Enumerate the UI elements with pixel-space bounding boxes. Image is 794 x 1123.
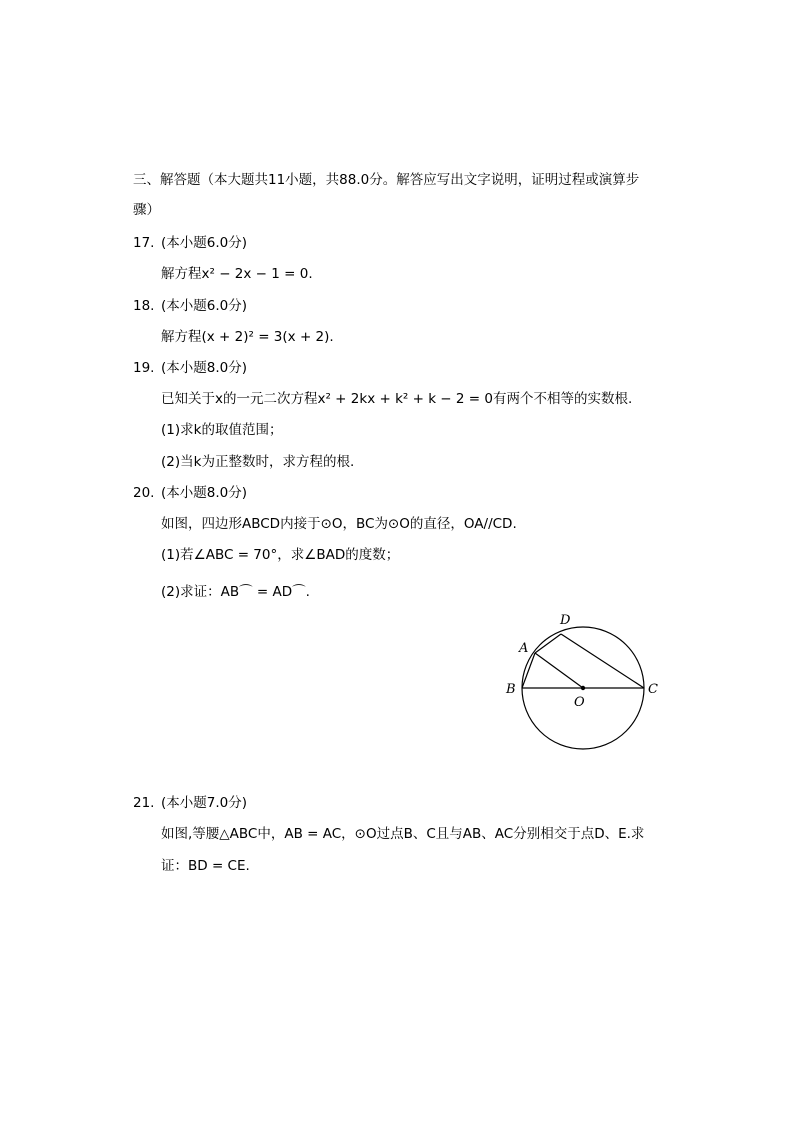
question-19-line-2: (1)求k的取值范围； <box>161 422 283 438</box>
segment-oa <box>535 653 583 688</box>
question-18-header: (本小题6.0分) <box>161 298 248 314</box>
segment-dc <box>561 634 644 688</box>
question-19-line-1: 已知关于x的一元二次方程x² + 2kx + k² + k − 2 = 0有两个不相等的实数根. <box>161 391 633 407</box>
center-point <box>581 686 585 690</box>
label-b: B <box>506 682 516 697</box>
question-17-number: 17. <box>133 235 155 251</box>
question-21-header: (本小题7.0分) <box>161 795 248 811</box>
question-20-header: (本小题8.0分) <box>161 485 248 501</box>
question-20-line-1: 如图，四边形ABCD内接于⊙O，BC为⊙O的直径，OA//CD. <box>161 516 517 532</box>
question-19-number: 19. <box>133 360 155 376</box>
label-a: A <box>519 641 529 656</box>
question-21-line-1: 如图,等腰△ABC中，AB = AC，⊙O过点B、C且与AB、AC分别相交于点D、E.求 <box>161 826 645 842</box>
question-19-header: (本小题8.0分) <box>161 360 248 376</box>
label-c: C <box>648 682 658 697</box>
question-21-number: 21. <box>133 795 155 811</box>
question-18-line-1: 解方程(x + 2)² = 3(x + 2). <box>161 329 334 345</box>
label-d: D <box>560 613 571 628</box>
circle-figure <box>496 608 676 758</box>
question-20-number: 20. <box>133 485 155 501</box>
question-20-line-2: (1)若∠ABC = 70°，求∠BAD的度数； <box>161 547 400 563</box>
section-title-continued: 骤） <box>133 202 160 218</box>
question-20-line-3: (2)求证：AB⌒ = AD⌒. <box>161 584 310 600</box>
label-o: O <box>574 695 585 710</box>
section-title: 三、解答题（本大题共11小题，共88.0分。解答应写出文字说明，证明过程或演算步 <box>133 172 640 188</box>
question-19-line-3: (2)当k为正整数时，求方程的根. <box>161 454 355 470</box>
question-21-line-2: 证：BD = CE. <box>161 858 250 874</box>
question-18-number: 18. <box>133 298 155 314</box>
question-17-header: (本小题6.0分) <box>161 235 248 251</box>
segment-ad <box>535 634 561 653</box>
question-17-line-1: 解方程x² − 2x − 1 = 0. <box>161 266 313 282</box>
